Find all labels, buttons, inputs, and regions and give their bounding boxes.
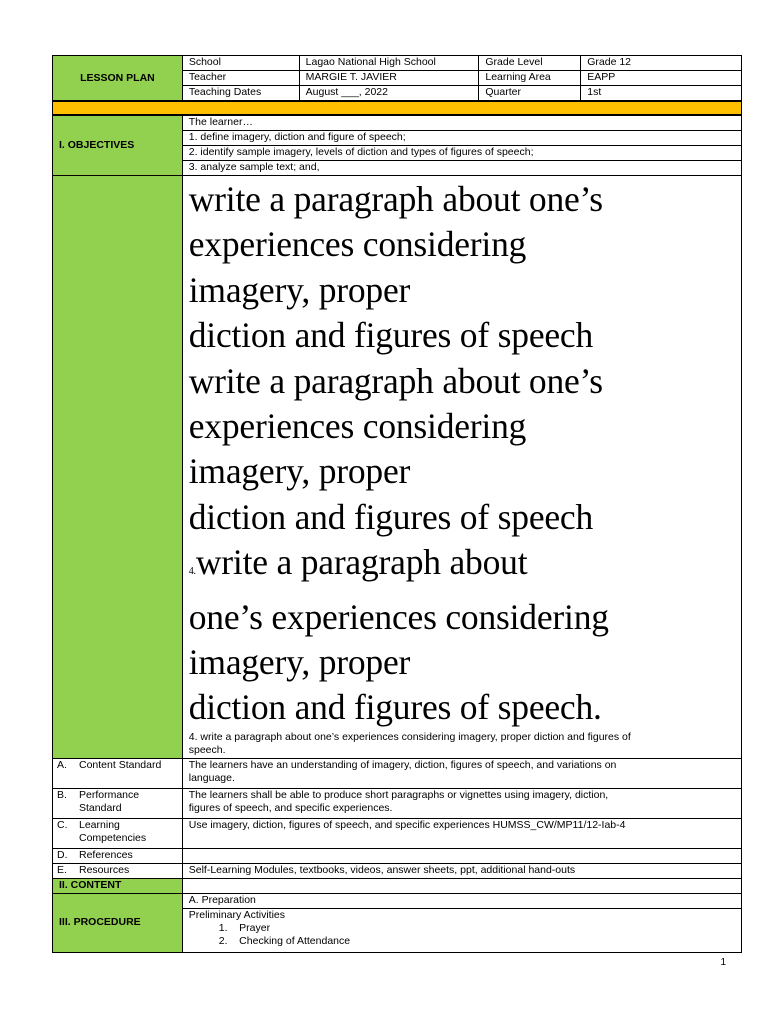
quarter-label: Quarter — [479, 86, 581, 101]
objective-item-4-line2: speech. — [188, 743, 226, 756]
orange-divider — [52, 101, 742, 115]
procedure-activities — [182, 908, 741, 952]
references-value — [182, 848, 741, 863]
grade-value: Grade 12 — [581, 56, 742, 71]
content-section-label: II. CONTENT — [53, 878, 183, 893]
big-line: imagery, proper — [188, 642, 411, 683]
teacher-value: MARGIE T. JAVIER — [299, 71, 479, 86]
big-line: experiences considering — [188, 224, 527, 265]
procedure-prelim: Preliminary Activities — [188, 908, 286, 921]
objectives-intro: The learner… — [182, 116, 741, 131]
big-line: write a paragraph about one’s — [188, 179, 603, 219]
lesson-plan-title: LESSON PLAN — [53, 56, 183, 101]
big-line — [189, 540, 735, 594]
objectives-label: I. OBJECTIVES — [53, 116, 183, 176]
content-standard-label: A. Content Standard — [53, 758, 183, 788]
references-label: D. References — [53, 848, 183, 863]
competencies-value: Use imagery, diction, figures of speech, and specific experiences HUMSS_CW/MP11/12-Iab-4 — [182, 818, 741, 848]
school-value: Lagao National High School — [299, 56, 479, 71]
area-value: EAPP — [581, 71, 742, 86]
area-label: Learning Area — [479, 71, 581, 86]
objectives-green-cell — [53, 176, 183, 759]
teacher-label: Teacher — [182, 71, 299, 86]
performance-standard-value: The learners shall be able to produce short paragraphs or vignettes using imagery, diction, figures of speech, and specific experiences. — [182, 788, 741, 818]
big-line: one’s experiences considering — [188, 596, 609, 637]
procedure-label: III. PROCEDURE — [53, 893, 183, 952]
dates-label: Teaching Dates — [182, 86, 299, 101]
school-label: School — [182, 56, 299, 71]
performance-standard-label: B. Performance Standard — [53, 788, 183, 818]
big-num: 4. — [188, 566, 196, 578]
big-line: write a paragraph about one’s — [188, 360, 603, 401]
procedure-step: 2. Checking of Attendance — [218, 934, 351, 947]
content-standard-value: The learners have an understanding of imagery, diction, figures of speech, and variations on language. — [182, 758, 741, 788]
resources-label: E. Resources — [53, 863, 183, 878]
page-number: 1 — [720, 957, 726, 968]
resources-value: Self-Learning Modules, textbooks, videos, answer sheets, ppt, additional hand-outs — [182, 863, 741, 878]
big-line: imagery, proper — [188, 451, 411, 492]
objective-item-4-block — [182, 176, 741, 759]
big-line: diction and figures of speech — [188, 315, 594, 356]
grade-label: Grade Level — [479, 56, 581, 71]
procedure-step: 1. Prayer — [218, 921, 271, 934]
big-item4-line1: write a paragraph about — [195, 542, 528, 583]
competencies-label: C. Learning Competencies — [53, 818, 183, 848]
big-line: diction and figures of speech — [188, 496, 594, 537]
objective-item: 3. analyze sample text; and, — [182, 161, 741, 176]
big-line: experiences considering — [188, 406, 527, 447]
objective-item-4-line1: 4. write a paragraph about one’s experiences considering imagery, proper diction and figures of — [188, 730, 631, 743]
procedure-prep: A. Preparation — [182, 893, 741, 908]
content-section-value — [182, 878, 741, 893]
big-line: imagery, proper — [188, 269, 411, 310]
quarter-value: 1st — [581, 86, 742, 101]
main-table — [52, 115, 742, 953]
dates-value: August ___, 2022 — [299, 86, 479, 101]
objective-item: 2. identify sample imagery, levels of diction and types of figures of speech; — [182, 146, 741, 161]
header-table — [52, 55, 742, 101]
objective-item: 1. define imagery, diction and figure of speech; — [182, 131, 741, 146]
big-line: diction and figures of speech. — [188, 687, 602, 728]
